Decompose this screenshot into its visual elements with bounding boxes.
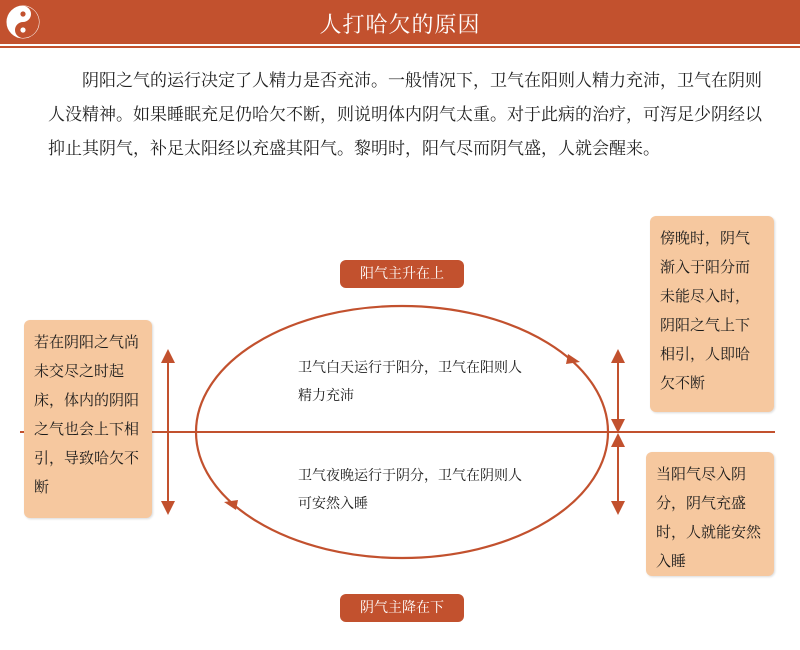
cycle-arrow-right (566, 354, 580, 364)
right-bottom-box: 当阳气尽入阴分，阴气充盛时，人就能安然入睡 (646, 452, 774, 576)
upper-text: 卫气白天运行于阳分，卫气在阳则人精力充沛 (298, 360, 522, 404)
right-top-box: 傍晚时，阴气渐入于阳分而未能尽入时，阴阳之气上下相引，人即哈欠不断 (650, 216, 774, 412)
bottom-tag: 阴气主降在下 (340, 594, 464, 622)
top-tag: 阳气主升在上 (340, 260, 464, 288)
left-box: 若在阴阳之气尚未交尽之时起床，体内的阴阳之气也会上下相引，导致哈欠不断 (24, 320, 152, 518)
page-title: 人打哈欠的原因 (319, 13, 481, 38)
cycle-arrow-left (224, 500, 238, 510)
lower-text: 卫气夜晚运行于阴分，卫气在阴则人可安然入睡 (298, 468, 522, 512)
intro-paragraph: 阴阳之气的运行决定了人精力是否充沛。一般情况下，卫气在阳则人精力充沛，卫气在阴则人没精神。如果睡眠充足仍哈欠不断，则说明体内阴气太重。对于此病的治疗，可泻足少阴经以抑止其阴气，补足太阳经以充盛其阳气。黎明时，阳气尽而阴气盛，人就会醒来。 (48, 71, 762, 159)
